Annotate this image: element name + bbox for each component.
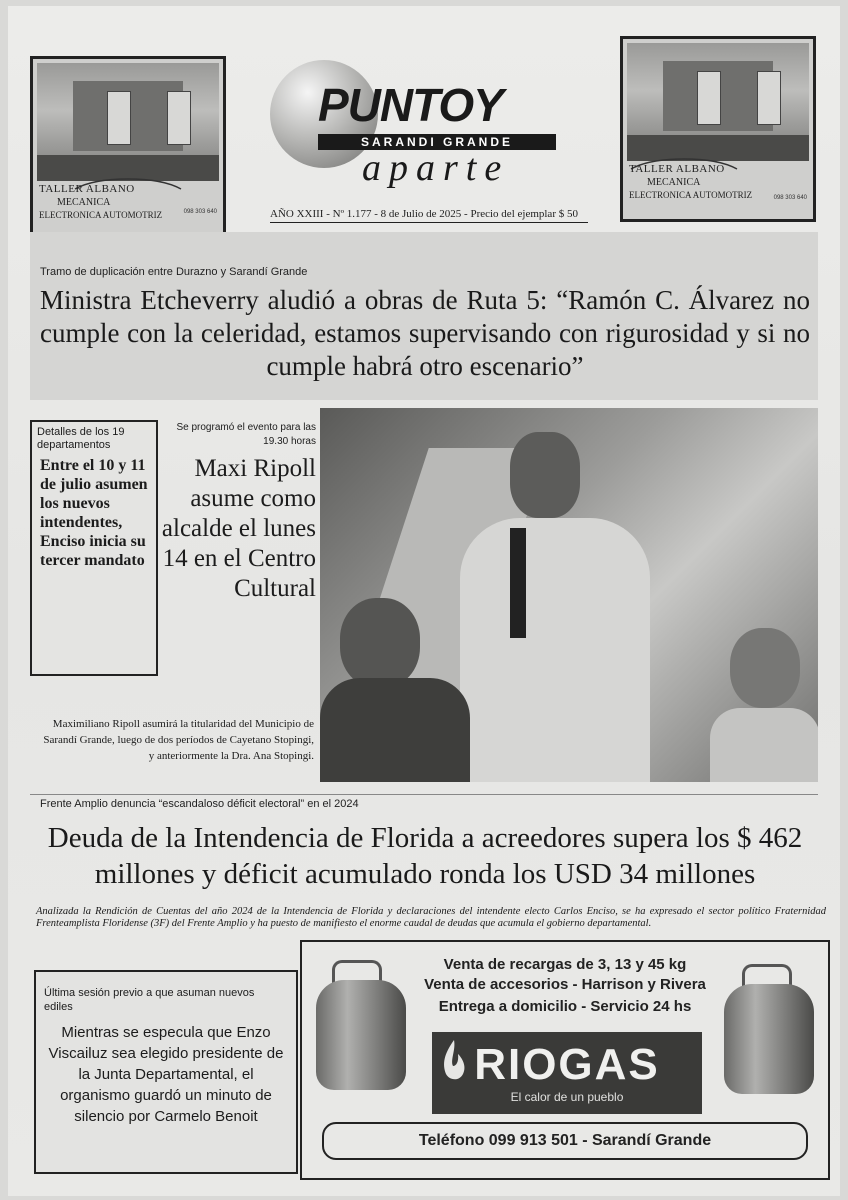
ad-line1: MECANICA — [57, 197, 111, 208]
sidebar-box — [30, 420, 158, 676]
riogas-phone: Teléfono 099 913 501 - Sarandí Grande — [418, 1132, 712, 1149]
sidebar-headline: Entre el 10 y 11 de julio asumen los nuevos intendentes, Enciso inicia su tercer mandato — [40, 457, 148, 569]
ad-phone: 098 303 640 — [773, 195, 807, 201]
top-story-kicker: Tramo de duplicación entre Durazno y Sarandí Grande — [40, 266, 308, 278]
ad-line2: ELECTRONICA AUTOMOTRIZ — [629, 190, 753, 200]
ad-line3: Entrega a domicilio - Servicio 24 hs — [438, 998, 692, 1015]
riogas-ad — [300, 940, 830, 1180]
garage-photo — [37, 63, 219, 181]
divider — [270, 222, 588, 223]
taller-albano-ad-left — [30, 56, 226, 238]
riogas-logo — [432, 1032, 702, 1114]
deuda-lead: Analizada la Rendición de Cuentas del año 2024 de la Intendencia de Florida y declaraciones del intendente electo Carlos Enciso, se ha expresado el sector político Fraternidad Frenteamplista Floridense (3F) del Frente Amplio y ha puesto de manifiesto el enorme caudal de deudas que acumula el gobierno departamental. — [36, 906, 826, 929]
gas-tank-icon — [724, 984, 814, 1094]
deuda-headline: Deuda de la Intendencia de Florida a acreedores supera los $ 462 millones y déficit acumulado ronda los USD 34 millones — [47, 822, 803, 890]
sidebar-kicker: Detalles de los 19 departamentos — [37, 426, 125, 451]
ad-line2: ELECTRONICA AUTOMOTRIZ — [39, 210, 163, 220]
ediles-box — [34, 970, 298, 1174]
top-story-headline: Ministra Etcheverry aludió a obras de Ruta 5: “Ramón C. Álvarez no cumple con la celeridad, estamos supervisando con rigurosidad y si no cumple habrá otro escenario” — [40, 285, 810, 381]
ad-title: TALLER ALBANO — [629, 163, 725, 175]
gas-tank-icon — [316, 980, 406, 1090]
garage-photo — [627, 43, 809, 161]
ad-phone: 098 303 640 — [183, 209, 217, 215]
ripoll-kicker: Se programó el evento para las 19.30 horas — [176, 422, 316, 447]
ripoll-photo — [320, 408, 818, 782]
divider — [30, 794, 818, 795]
phone-box — [322, 1122, 808, 1160]
ripoll-headline: Maxi Ripoll asume como alcalde el lunes 14 en el Centro Cultural — [161, 455, 316, 602]
ediles-text: Mientras se especula que Enzo Viscailuz sea elegido presidente de la Junta Departamental, el organismo guardó un minuto de silencio por Carmelo Benoit — [48, 1024, 284, 1125]
masthead-name: PUNTOY — [318, 79, 503, 131]
ad-title: TALLER ALBANO — [39, 183, 135, 195]
ad-line1: MECANICA — [647, 177, 701, 188]
riogas-brand: RIOGAS — [474, 1040, 660, 1089]
masthead-tagline: SARANDI GRANDE — [360, 135, 513, 149]
riogas-slogan: El calor de un pueblo — [510, 1090, 624, 1104]
ad-line2: Venta de accesorios - Harrison y Rivera — [424, 976, 706, 993]
deuda-kicker: Frente Amplio denuncia “escandaloso déficit electoral” en el 2024 — [40, 798, 359, 810]
masthead-subname: aparte — [362, 147, 510, 189]
ediles-kicker: Última sesión previo a que asuman nuevos ediles — [44, 987, 255, 1013]
ad-line1: Venta de recargas de 3, 13 y 45 kg — [443, 956, 687, 973]
ripoll-caption: Maximiliano Ripoll asumirá la titularidad del Municipio de Sarandí Grande, luego de dos períodos de Cayetano Stopingi, y anteriormente la Dra. Ana Stopingi. — [43, 718, 314, 762]
taller-albano-ad-right — [620, 36, 816, 222]
edition-line: AÑO XXIII - Nº 1.177 - 8 de Julio de 2025 - Precio del ejemplar $ 50 — [270, 208, 578, 220]
